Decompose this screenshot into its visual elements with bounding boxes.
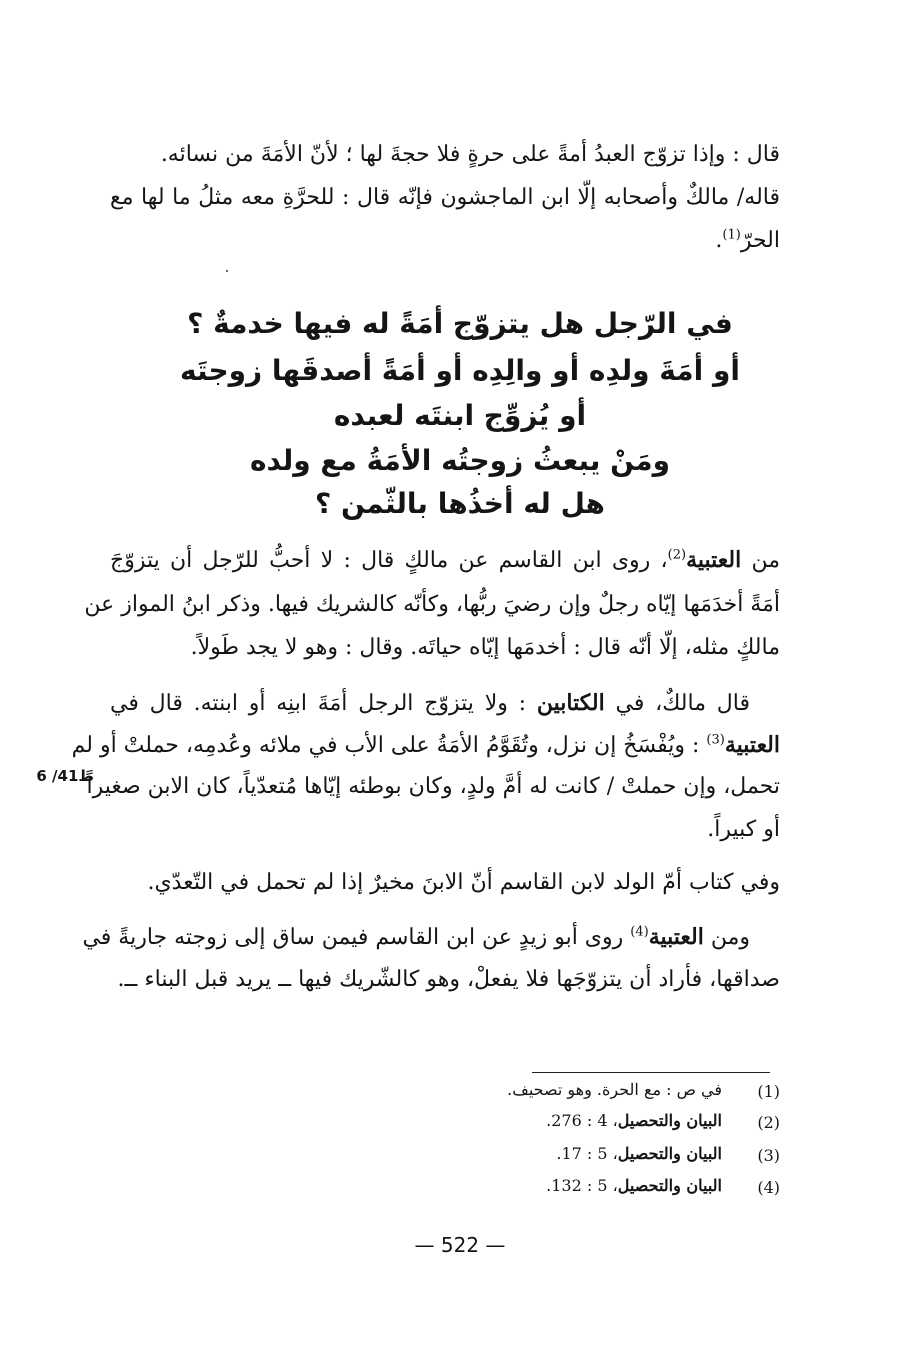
- manuscript-folio-note: 6 /41ظ: [36, 767, 94, 785]
- p2-line-4: أو كبيراً.: [707, 817, 780, 842]
- p2-line-2: العتبية$^{(3)}$ : ويُفْسَخُ إن نزل، وتُقَوَّمُ الأمَةُ على الأب في ملائه وعُدمِه، حملتْ أو لم: [71, 732, 780, 758]
- footnote-separator: [532, 1072, 770, 1073]
- intro-line-1: قال : وإذا تزوّج العبدُ أمةً على حرةٍ فلا حجةَ لها ؛ لأنّ الأمَةَ من نسائه.: [160, 142, 780, 167]
- heading-line-5: هل له أخذُها بالثّمن ؟: [315, 487, 605, 520]
- footnote-number: (2): [757, 1113, 780, 1132]
- heading-line-4: ومَنْ يبعثُ زوجتُه الأمَةُ مع ولده: [249, 444, 671, 477]
- p4-line-1: ومن العتبية$^{(4)}$ روى أبو زيدٍ عن ابن القاسم فيمن ساق إلى زوجته جاريةً في: [82, 924, 750, 950]
- p1-line-2: أمَةً أخدَمَها إيّاه رجلٌ وإن رضيَ ربُّها، وكأنّه كالشريك فيها. وذكر ابنُ المواز عن: [84, 592, 780, 617]
- p1-line-1: من العتبية$^{(2)}$، روى ابن القاسم عن مالكٍ قال : لا أحبُّ للرّجل أن يتزوّجَ: [110, 547, 780, 573]
- intro-line-3: الحرّ$^{(1)}$.: [715, 227, 780, 253]
- p4-line-2: صداقها، فأراد أن يتزوّجَها فلا يفعلْ، وهو كالشّريك فيها ــ يريد قبل البناء ــ.: [117, 967, 780, 992]
- source-name: الكتابين: [536, 690, 605, 716]
- footnote-ref-2: (2): [667, 547, 687, 563]
- stray-dot: [226, 270, 228, 272]
- footnote-ref-3: (3): [706, 732, 725, 748]
- footnote-ref-4: (4): [630, 924, 649, 940]
- footnote-ref-1: (1): [722, 227, 741, 243]
- intro-line-2: قاله/ مالكٌ وأصحابه إلّا ابن الماجشون فإنّه قال : للحرَّةِ معه مثلُ ما لها مع: [110, 185, 780, 210]
- p3-line-1: وفي كتاب أمّ الولد لابن القاسم أنّ الابنَ مخيرٌ إذا لم تحمل في التّعدّي.: [147, 870, 780, 895]
- source-name: العتبية: [648, 924, 704, 950]
- heading-line-1: في الرّجل هل يتزوّج أمَةً له فيها خدمةٌ ؟: [187, 307, 733, 340]
- p2-line-1: قال مالكٌ، في الكتابين : ولا يتزوّج الرجل أمَةَ ابنِه أو ابنته. قال في: [110, 690, 750, 716]
- heading-line-3: أو يُزوِّج ابنتَه لعبده: [333, 399, 587, 432]
- p1-line-3: مالكٍ مثله، إلّا أنّه قال : أخدمَها إيّاه حياتَه. وقال : وهو لا يجد طَولاً.: [190, 635, 780, 660]
- heading-line-2: أو أمَةَ ولدِه أو والِدِه أو أمَةً أصدقَها زوجتَه: [180, 354, 740, 387]
- footnote-text: البيان والتحصيل، 4 : 276.: [546, 1111, 722, 1130]
- p2-line-3: تحمل، وإن حملتْ / كانت له أمَّ ولدٍ، وكان بوطئه إيّاها مُتعدّياً، كان الابن صغيراً: [86, 774, 780, 799]
- footnote-number: (4): [757, 1178, 780, 1197]
- footnote-text: البيان والتحصيل، 5 : 132.: [546, 1176, 722, 1195]
- page-number: — 522 —: [414, 1233, 506, 1257]
- intro-line-3-text: الحرّ: [740, 228, 780, 253]
- footnote-number: (1): [757, 1082, 780, 1101]
- source-name: العتبية: [724, 732, 780, 758]
- footnote-number: (3): [757, 1146, 780, 1165]
- footnote-text: البيان والتحصيل، 5 : 17.: [556, 1144, 722, 1163]
- footnote-text: في ص : مع الحرة. وهو تصحيف.: [507, 1080, 722, 1099]
- source-name: العتبية: [686, 547, 742, 573]
